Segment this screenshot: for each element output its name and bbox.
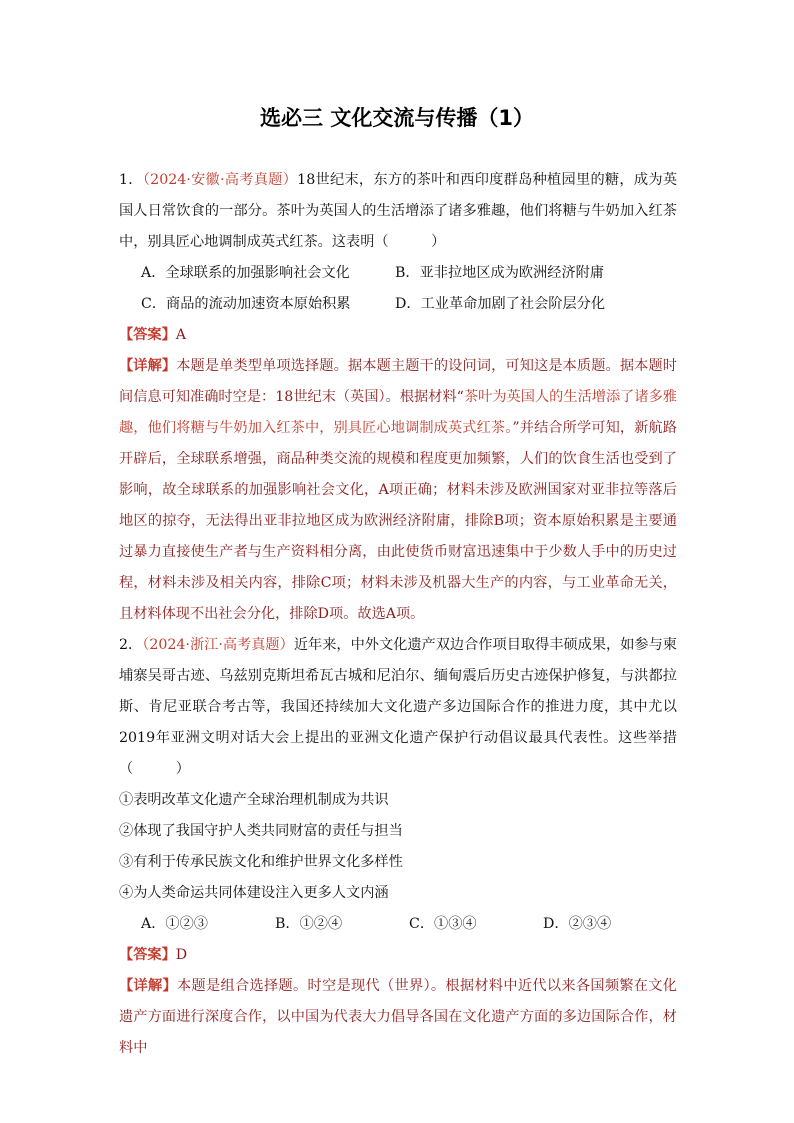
question-2-detail [119, 971, 677, 1064]
question-2-option-a: A．①②③ [141, 916, 208, 932]
document-body [119, 165, 677, 1064]
question-1-options-row-2 [119, 289, 677, 320]
question-2-source: （2024·浙江·高考真题） [142, 637, 294, 653]
question-2-answer [119, 940, 677, 971]
question-1-option-a: A．全球联系的加强影响社会文化 [141, 265, 350, 281]
question-2-options [119, 909, 677, 940]
answer-value: D [175, 947, 188, 963]
question-1-option-b: B．亚非拉地区成为欧洲经济附庸 [395, 265, 605, 281]
question-1-options-row-1 [119, 258, 677, 289]
question-2-text: 近年来，中外文化遗产双边合作项目取得丰硕成果，如参与柬埔寨吴哥古迹、乌兹别克斯坦希瓦古城和尼泊尔、缅甸震后历史古迹保护修复，与洪都拉斯、肯尼亚联合考古等，我国还持续加大文化遗产多边国际合作的推进力度，其中尤以2019年亚洲文明对话大会上提出的亚洲文化遗产保护行动倡议最具代表性。这些举措（ ） [119, 637, 677, 777]
answer-value: A [175, 327, 187, 343]
question-1-text: 18世纪末，东方的茶叶和西印度群岛种植园里的糖，成为英国人日常饮食的一部分。茶叶为英国人的生活增添了诸多雅趣，他们将糖与牛奶加入红茶中，别具匠心地调制成英式红茶。这表明（ ） [119, 172, 678, 250]
question-2-option-d: D．②③④ [543, 916, 612, 932]
question-2-statement-2: ②体现了我国守护人类共同财富的责任与担当 [119, 823, 403, 839]
page-title: 选必三 文化交流与传播（1） [260, 106, 534, 130]
question-1-option-c: C．商品的流动加速资本原始积累 [141, 296, 351, 312]
detail-text-1: 本题是单类型单项选择题。据本题主题干的设问词，可知这是本质题。据本题时间信息可知准确时空是：18世纪末（英国）。根据材料“ [119, 358, 677, 405]
answer-label: 【答案】 [119, 327, 176, 343]
question-2-statement-4: ④为人类命运共同体建设注入更多人文内涵 [119, 885, 389, 901]
question-2-option-b: B．①②④ [275, 916, 343, 932]
question-1-answer [119, 320, 677, 351]
detail-text: 本题是组合选择题。时空是现代（世界）。根据材料中近代以来各国频繁在文化遗产方面进行深度合作，以中国为代表大力倡导各国在文化遗产方面的多边国际合作，材料中 [119, 978, 677, 1056]
question-1-number: 1． [119, 172, 143, 188]
question-2-statement-3: ③有利于传承民族文化和维护世界文化多样性 [119, 854, 403, 870]
question-2-statement-1: ①表明改革文化遗产全球治理机制成为共识 [119, 792, 389, 808]
answer-label: 【答案】 [119, 947, 176, 963]
question-2-option-c: C．①③④ [409, 916, 477, 932]
question-1-option-d: D．工业革命加剧了社会阶层分化 [395, 296, 606, 312]
detail-label: 【详解】 [119, 358, 177, 374]
detail-text-2: ”并结合所学可知，新航路开辟后，全球联系增强，商品种类交流的规模和程度更加频繁，人们的饮食生活也受到了影响，故全球联系的加强影响社会文化，A项正确；材料未涉及欧洲国家对亚非拉等落后地区的掠夺，无法得出亚非拉地区成为欧洲经济附庸，排除B项；资本原始积累是主要通过暴力直接使生产者与生产资料相分离，由此使货币财富迅速集中于少数人手中的历史过程，材料未涉及相关内容，排除C项；材料未涉及机器大生产的内容，与工业革命无关，且材料体现不出社会分化，排除D项。故选A项。 [119, 420, 677, 622]
detail-quote: 茶叶为英国人的生活增添了诸多雅趣，他们将糖与牛奶加入红茶中，别具匠心地调制成英式红茶。 [119, 389, 677, 436]
question-2-number: 2． [119, 637, 143, 653]
question-1-stem [119, 165, 677, 258]
detail-label: 【详解】 [119, 978, 177, 994]
question-1-source: （2024·安徽·高考真题） [142, 172, 298, 188]
question-1-detail [119, 351, 677, 630]
question-2-stem [119, 630, 677, 785]
